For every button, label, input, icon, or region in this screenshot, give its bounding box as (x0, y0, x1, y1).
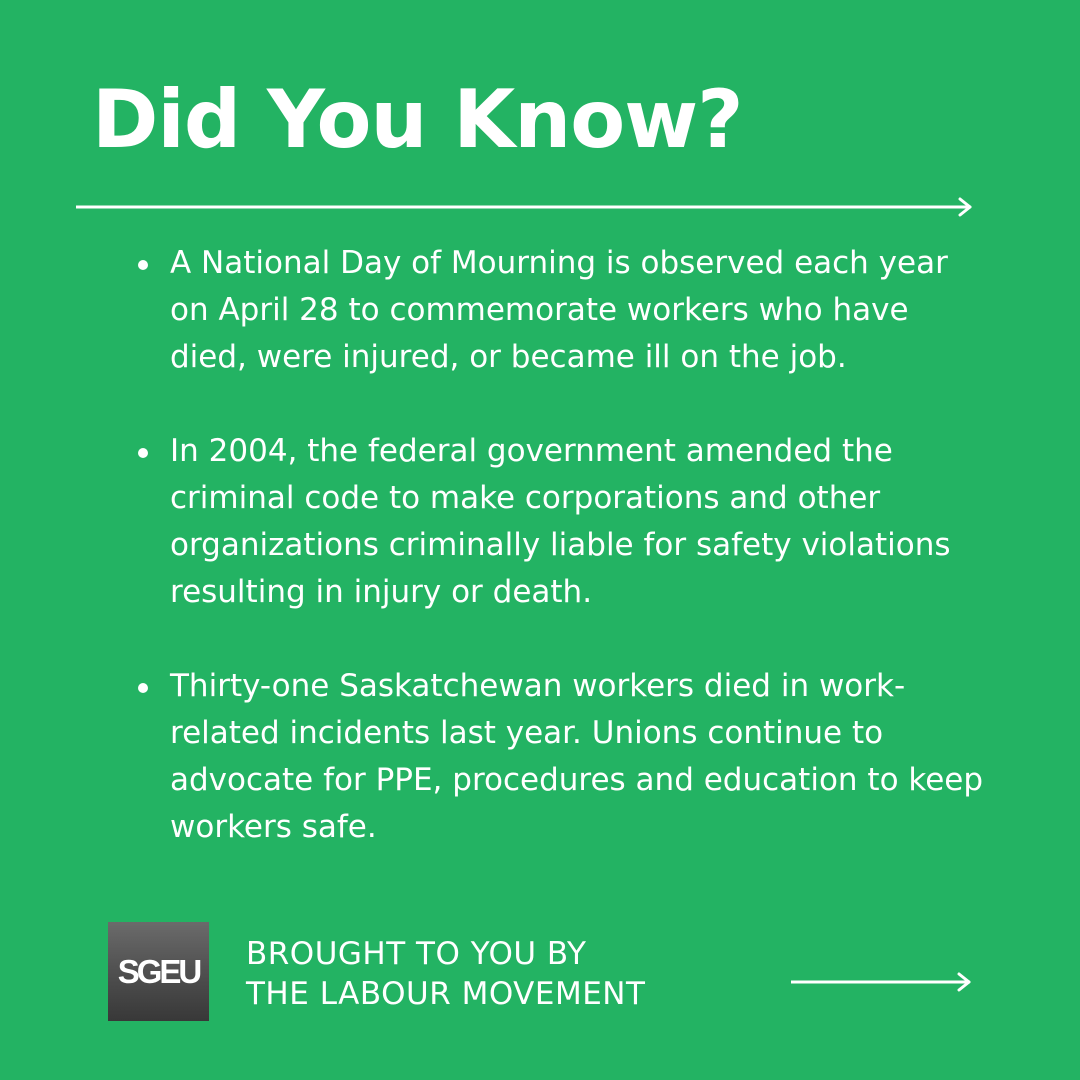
credit-line-1: BROUGHT TO YOU BY (246, 936, 587, 972)
footer-arrow-icon (791, 972, 973, 992)
fact-item: Thirty-one Saskatchewan workers died in work-related incidents last year. Unions continue to advocate for PPE, procedures and education to keep workers safe. (170, 663, 990, 851)
page-title: Did You Know? (92, 73, 743, 166)
fact-item: A National Day of Mourning is observed each year on April 28 to commemorate workers who have died, were injured, or became ill on the job. (170, 240, 990, 381)
logo-text: SGEU (117, 953, 200, 990)
credit-line-2: THE LABOUR MOVEMENT (246, 976, 646, 1012)
sgeu-logo (108, 922, 209, 1021)
fact-item: In 2004, the federal government amended the criminal code to make corporations and other organizations criminally liable for safety violations resulting in injury or death. (170, 428, 990, 616)
credit-text (246, 934, 645, 1014)
divider-arrow-icon (76, 197, 974, 217)
fact-list (170, 240, 990, 851)
